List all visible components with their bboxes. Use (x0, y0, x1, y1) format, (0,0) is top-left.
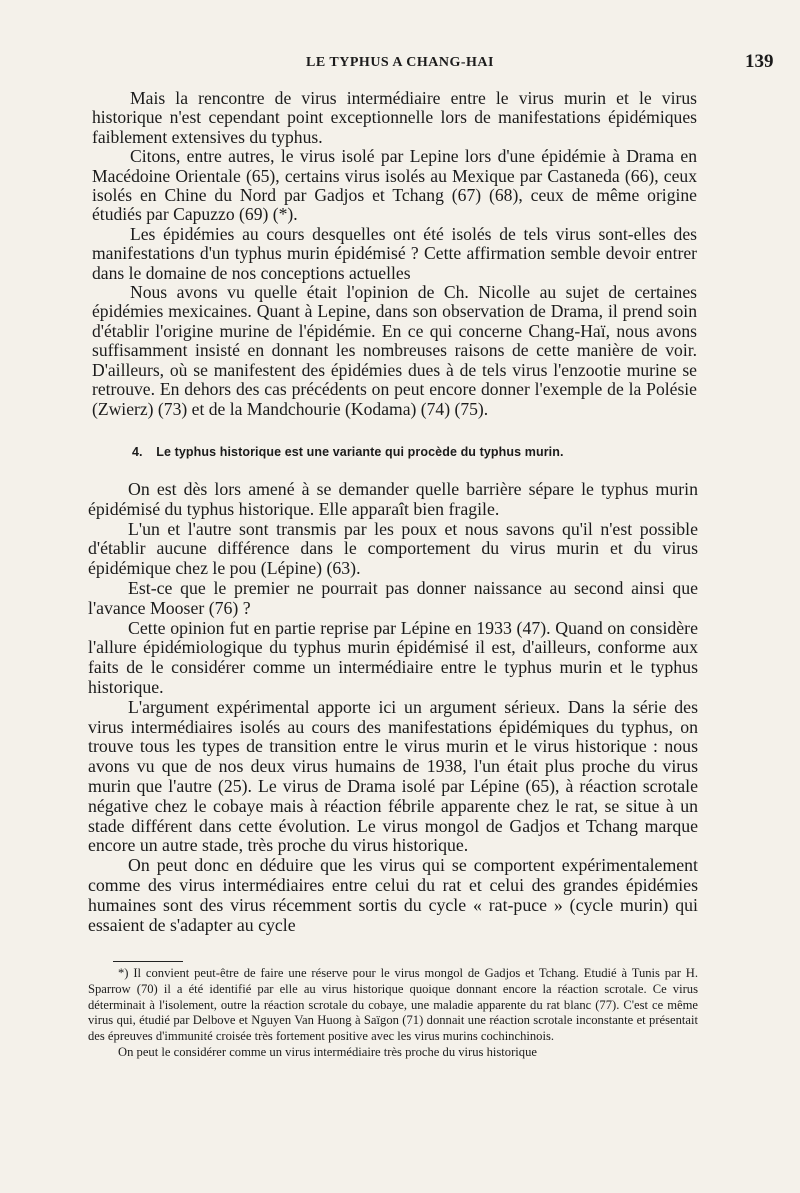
paragraph: Cette opinion fut en partie reprise par Lépine en 1933 (47). Quand on considère l'allure épidémiologique du typhus murin épidémisé il est, d'ailleurs, conforme aux faits de le considérer comme un intermédiaire entre le typhus murin et le typhus historique. (88, 617, 698, 697)
footnote: *) Il convient peut-être de faire une réserve pour le virus mongol de Gadjos et Tchang. Etudié à Tunis par H. Sparrow (70) il a été identifié par elle au virus historique quoique donnant encore la réaction scrotale. Ce virus déterminait à l'isolement, outre la réaction scrotale du cobaye, une maladie apparente du rat blanc (77). C'est ce même virus qui, étudié par Delbove et Nguyen Van Huong à Saïgon (71) donnait une réaction scrotale inconstante et présentait des épreuves d'immunité croisée très fortement positive avec les virus murins cochinchinois. (88, 966, 698, 1044)
section-title: Le typhus historique est une variante qui procède du typhus murin. (156, 445, 564, 459)
footnote-divider (113, 961, 183, 962)
paragraph: L'argument expérimental apporte ici un argument sérieux. Dans la série des virus intermédiaires isolés au cours des manifestations épidémiques du typhus, on trouve tous les types de transition entre le virus murin et le virus historique : nous avons vu que de nos deux virus humains de 1938, l'un était plus proche du virus murin que l'autre (25). Le virus de Drama isolé par Lépine (65), à réaction scrotale négative chez le cobaye mais à réaction fébrile apparente chez le rat, se situe à un stade différent dans cette évolution. Le virus mongol de Gadjos et Tchang marque encore un autre stade, très proche du virus historique. (88, 696, 698, 856)
footnote: On peut le considérer comme un virus intermédiaire très proche du virus historique (118, 1044, 537, 1059)
paragraph: Nous avons vu quelle était l'opinion de Ch. Nicolle au sujet de certaines épidémies mexicaines. Quant à Lepine, dans son observation de Drama, il prend soin d'établir l'origine murine de l'épidémie. En ce qui concerne Chang-Haï, nous avons suffisamment insisté en donnant les nombreuses raisons de cette manière de voir. D'ailleurs, où se manifestent des épidémies dues à de tels virus l'enzootie murine se retrouve. En dehors des cas précédents on peut encore donner l'exemple de la Polésie (Zwierz) (73) et de la Mandchourie (Kodama) (74) (75). (92, 282, 697, 419)
section-heading (132, 445, 692, 459)
paragraph: On peut donc en déduire que les virus qui se comportent expérimentalement comme des virus intermédiaires entre celui du rat et celui des grandes épidémies humaines sont des virus récemment sortis du cycle « rat-puce » (cycle murin) qui essaient de s'adapter au cycle (88, 855, 698, 935)
body-text-lower (88, 480, 698, 935)
paragraph: Citons, entre autres, le virus isolé par Lepine lors d'une épidémie à Drama en Macédoine Orientale (65), certains virus isolés au Mexique par Castaneda (66), ceux isolés en Chine du Nord par Gadjos et Tchang (67) (68), ceux de même origine étudiés par Capuzzo (69) (*). (92, 146, 697, 225)
paragraph: L'un et l'autre sont transmis par les poux et nous savons qu'il n'est possible d'établir aucune différence dans le comportement du virus murin et du virus épidémique chez le pou (Lépine) (63). (88, 518, 698, 579)
paragraph: On est dès lors amené à se demander quelle barrière sépare le typhus murin épidémisé du typhus historique. Elle apparaît bien fragile. (88, 479, 698, 519)
section-number: 4. (132, 445, 143, 459)
running-title: LE TYPHUS A CHANG-HAI (306, 55, 494, 70)
paragraph: Mais la rencontre de virus intermédiaire entre le virus murin et le virus historique n'est cependant point exceptionnelle lors de manifestations épidémiques faiblement extensives du typhus. (92, 88, 697, 147)
page-number: 139 (745, 51, 774, 72)
footnotes (88, 966, 698, 1061)
body-text-upper (92, 89, 697, 419)
paragraph: Est-ce que le premier ne pourrait pas donner naissance au second ainsi que l'avance Mooser (76) ? (88, 577, 698, 618)
paragraph: Les épidémies au cours desquelles ont été isolés de tels virus sont-elles des manifestations d'un typhus murin épidémisé ? Cette affirmation semble devoir entrer dans le domaine de nos conceptions actuelles (92, 223, 697, 283)
